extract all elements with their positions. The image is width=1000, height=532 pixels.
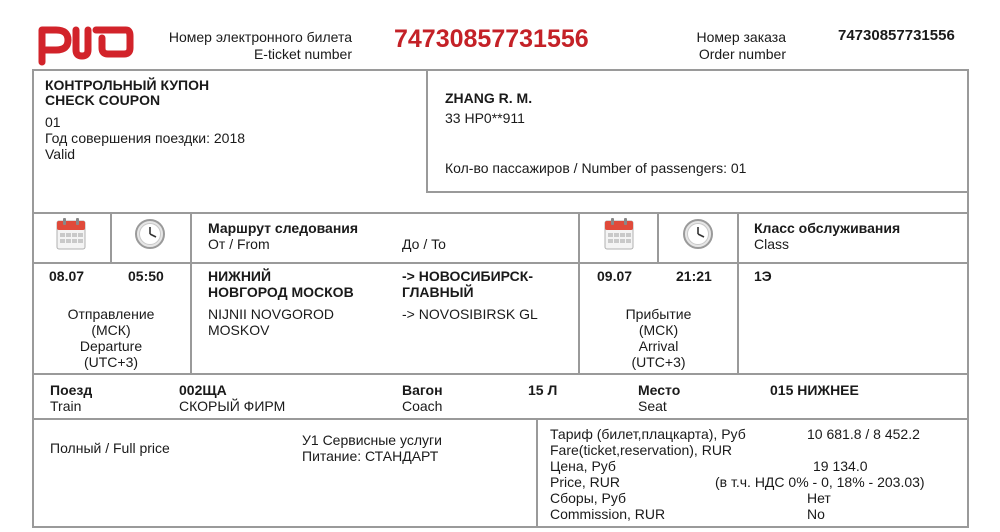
from-station-en: MOSKOV — [208, 322, 270, 338]
table-divider — [32, 418, 969, 420]
eticket-label-en: E-ticket number — [253, 46, 352, 62]
coupon-number: 01 — [45, 114, 61, 130]
departure-label: Отправление — [67, 306, 155, 322]
rzd-logo — [36, 20, 136, 66]
fee-value-ru: Нет — [807, 490, 831, 506]
calendar-icon — [604, 218, 634, 250]
order-label-ru: Номер заказа — [696, 29, 786, 45]
vat-breakdown: (в т.ч. НДС 0% - 0, 18% - 203.03) — [715, 474, 925, 490]
departure-label: (МСК) — [91, 322, 131, 338]
class-heading: Класс обслуживания — [754, 220, 901, 236]
class-value: 1Э — [754, 268, 772, 284]
departure-label: Departure — [79, 338, 143, 354]
eticket-number: 74730857731556 — [394, 25, 589, 53]
passenger-name: ZHANG R. M. — [445, 90, 533, 106]
arrival-time: 21:21 — [676, 268, 712, 284]
price-label-ru: Цена, Руб — [550, 458, 616, 474]
table-divider — [32, 212, 969, 214]
table-border-bottom — [32, 526, 969, 528]
passenger-count: Кол-во пассажиров / Number of passengers: 01 — [445, 160, 747, 176]
table-border-right — [967, 69, 969, 528]
coupon-title-ru: КОНТРОЛЬНЫЙ КУПОН — [45, 77, 210, 93]
route-heading: Маршрут следования — [208, 220, 359, 236]
fare-value: 10 681.8 / 8 452.2 — [807, 426, 920, 442]
to-station-en: -> NOVOSIBIRSK GL — [402, 306, 538, 322]
eticket-label-ru: Номер электронного билета — [168, 29, 352, 45]
table-border-top — [32, 69, 969, 71]
fee-label-ru: Сборы, Руб — [550, 490, 627, 506]
table-divider — [32, 262, 969, 264]
order-label-en: Order number — [698, 46, 786, 62]
arrival-date: 09.07 — [597, 268, 633, 284]
fare-label-ru: Тариф (билет,плацкарта), Руб — [550, 426, 746, 442]
order-number: 74730857731556 — [838, 27, 955, 44]
table-border-left — [32, 69, 34, 528]
service-class: У1 Сервисные услуги — [302, 432, 442, 448]
from-station-ru: НИЖНИЙ — [208, 268, 272, 284]
departure-time: 05:50 — [128, 268, 164, 284]
fee-value-en: No — [807, 506, 825, 522]
clock-icon — [134, 218, 166, 250]
coupon-status: Valid — [45, 146, 76, 162]
seat-label-en: Seat — [638, 398, 667, 414]
fare-type: Полный / Full price — [50, 440, 170, 456]
arrival-label: Прибытие — [625, 306, 692, 322]
train-number: 002ЩА — [179, 382, 227, 398]
price-value: 19 134.0 — [813, 458, 868, 474]
trip-year: Год совершения поездки: 2018 — [45, 130, 246, 146]
price-label-en: Price, RUR — [550, 474, 621, 490]
table-divider — [426, 69, 428, 193]
meal-info: Питание: СТАНДАРТ — [302, 448, 439, 464]
route-to-label: До / To — [402, 236, 446, 252]
train-type: СКОРЫЙ ФИРМ — [179, 398, 286, 414]
departure-label: (UTC+3) — [83, 354, 139, 370]
calendar-icon — [56, 218, 86, 250]
table-divider — [536, 418, 538, 528]
clock-icon — [682, 218, 714, 250]
table-divider — [110, 212, 112, 264]
coach-label-ru: Вагон — [402, 382, 443, 398]
passenger-document: 33 HP0**911 — [445, 110, 525, 126]
coupon-title-en: CHECK COUPON — [45, 92, 161, 108]
to-station-ru: -> НОВОСИБИРСК- — [402, 268, 533, 284]
class-label: Class — [754, 236, 790, 252]
arrival-label: (МСК) — [638, 322, 679, 338]
train-label-en: Train — [50, 398, 82, 414]
arrival-label: Arrival — [638, 338, 679, 354]
seat-value: 015 НИЖНЕЕ — [770, 382, 859, 398]
fee-label-en: Commission, RUR — [550, 506, 666, 522]
table-divider — [657, 212, 659, 264]
from-station-ru: НОВГОРОД МОСКОВ — [208, 284, 354, 300]
table-divider — [737, 212, 739, 375]
coach-value: 15 Л — [528, 382, 558, 398]
seat-label-ru: Место — [638, 382, 681, 398]
train-label-ru: Поезд — [50, 382, 93, 398]
from-station-en: NIJNII NOVGOROD — [208, 306, 335, 322]
fare-label-en: Fare(ticket,reservation), RUR — [550, 442, 733, 458]
route-from-label: От / From — [208, 236, 270, 252]
to-station-ru: ГЛАВНЫЙ — [402, 284, 474, 300]
departure-date: 08.07 — [49, 268, 85, 284]
arrival-label: (UTC+3) — [631, 354, 686, 370]
coach-label-en: Coach — [402, 398, 443, 414]
table-divider — [426, 191, 969, 193]
table-divider — [190, 212, 192, 375]
table-divider — [32, 373, 969, 375]
